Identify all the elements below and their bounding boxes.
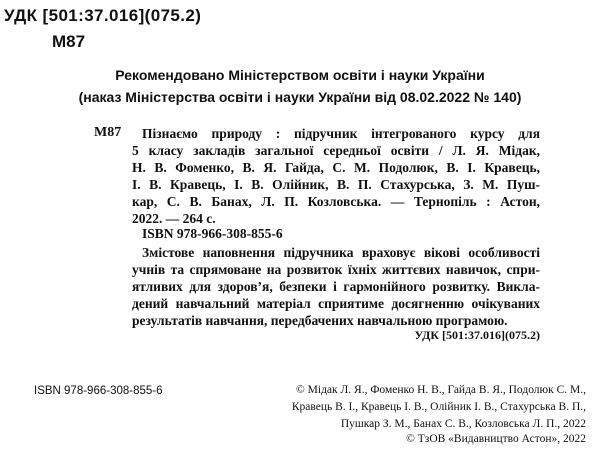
- author-code-header: М87: [52, 32, 86, 51]
- catalog-description-line: І. В. Кравець, І. В. Олійник, В. П. Стахурська, З. М. Пуш-: [132, 177, 540, 192]
- catalog-description-line: кар, С. В. Банах, Л. П. Козловська. — Тернопіль : Астон,: [132, 194, 540, 209]
- footer-isbn: ISBN 978-966-308-855-6: [34, 385, 163, 397]
- catalog-description-line: Пізнаємо природу : підручник інтегрованого курсу для: [142, 126, 540, 141]
- catalog-summary-line: дений навчальний матеріал сприятиме досягненню очікуваних: [132, 296, 540, 311]
- copyright-line: © Мідак Л. Я., Фоменко Н. В., Гайда В. Я., Подолюк С. М.,: [296, 384, 586, 396]
- catalog-isbn: ISBN 978-966-308-855-6: [142, 226, 283, 241]
- catalog-summary-line: результатів навчання, передбачених навчальною програмою.: [132, 313, 508, 328]
- udk-code-header: УДК [501:37.016](075.2): [4, 6, 202, 25]
- catalog-card-code: М87: [94, 125, 122, 140]
- recommendation-line-2: (наказ Міністерства освіти і науки України від 08.02.2022 № 140): [78, 89, 522, 105]
- catalog-summary-line: учнів та спрямоване на розвиток їхніх життєвих навичок, спри-: [132, 262, 540, 277]
- catalog-summary-line: Змістове наповнення підручника враховує вікові особливості: [142, 245, 540, 260]
- copyright-line: © ТзОВ «Видавництво Астон», 2022: [406, 433, 586, 445]
- recommendation-line-1: Рекомендовано Міністерством освіти і науки України: [115, 67, 485, 83]
- catalog-description-line: Н. В. Фоменко, В. Я. Гайда, С. М. Подолюк, В. І. Кравець,: [132, 160, 540, 175]
- copyright-line: Пушкар З. М., Банах С. В., Козловська Л. П., 2022: [340, 418, 586, 430]
- catalog-udk-code: УДК [501:37.016](075.2): [414, 328, 540, 342]
- catalog-description-line: 5 класу закладів загальної середньої освіти / Л. Я. Мідак,: [132, 143, 540, 158]
- copyright-line: Кравець В. І., Кравець І. В., Олійник І. В., Стахурська В. П.,: [291, 401, 586, 413]
- catalog-description-line: 2022. — 264 с.: [132, 211, 216, 226]
- catalog-summary-line: ятливих для здоров’я, безпеки і гармонійного розвитку. Викла-: [132, 279, 540, 294]
